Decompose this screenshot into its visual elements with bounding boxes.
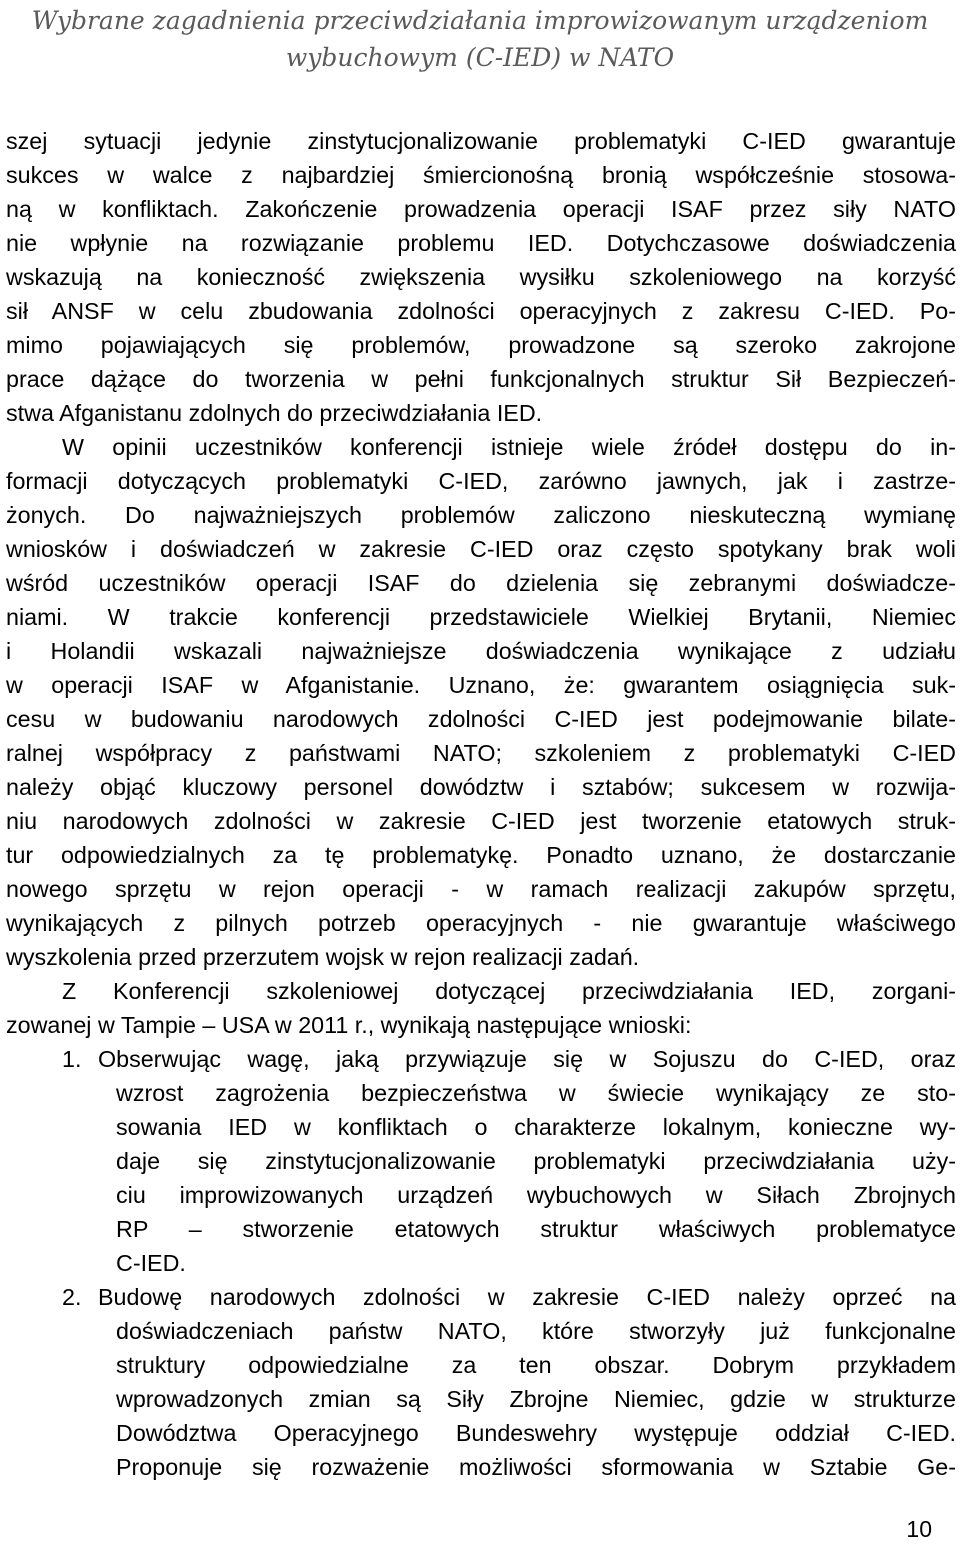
text-line: wniosków i doświadczeń w zakresie C-IED oraz często spotykany brak woli — [6, 536, 956, 562]
list-item-2 — [6, 1280, 956, 1484]
text-line: W opinii uczestników konferencji istnieje wiele źródeł dostępu do in- — [62, 434, 956, 460]
header-line-1: Wybrane zagadnienia przeciwdziałania improwizowanym urządzeniom — [31, 6, 929, 35]
text-line: Budowę narodowych zdolności w zakresie C-IED należy oprzeć na — [98, 1284, 956, 1310]
header-line-2: wybuchowym (C-IED) w NATO — [285, 43, 675, 72]
list-number: 1. — [62, 1046, 82, 1072]
text-line: Obserwując wagę, jaką przywiązuje się w Sojuszu do C-IED, oraz — [98, 1046, 956, 1072]
text-line: stwa Afganistanu zdolnych do przeciwdziałania IED. — [6, 400, 543, 426]
text-line: w operacji ISAF w Afganistanie. Uznano, że: gwarantem osiągnięcia suk- — [6, 672, 956, 698]
list-number: 2. — [62, 1284, 82, 1310]
text-line: należy objąć kluczowy personel dowództw i sztabów; sukcesem w rozwija- — [6, 774, 956, 800]
page-number: 10 — [906, 1516, 932, 1542]
text-line: Z Konferencji szkoleniowej dotyczącej przeciwdziałania IED, zorgani- — [62, 978, 956, 1004]
text-line: nie wpłynie na rozwiązanie problemu IED. Dotychczasowe doświadczenia — [6, 230, 956, 256]
text-line: wprowadzonych zmian są Siły Zbrojne Niemiec, gdzie w strukturze — [116, 1386, 956, 1412]
text-line: nowego sprzętu w rejon operacji - w ramach realizacji zakupów sprzętu, — [6, 876, 956, 902]
text-line: wśród uczestników operacji ISAF do dzielenia się zebranymi doświadcze- — [6, 570, 956, 596]
text-line: prace dążące do tworzenia w pełni funkcjonalnych struktur Sił Bezpieczeń- — [6, 366, 956, 392]
body-text — [6, 124, 956, 1484]
text-line: RP – stworzenie etatowych struktur właściwych problematyce — [116, 1216, 956, 1242]
text-line: wyszkolenia przed przerzutem wojsk w rejon realizacji zadań. — [6, 944, 640, 970]
text-line: zowanej w Tampie – USA w 2011 r., wynikają następujące wnioski: — [6, 1012, 692, 1038]
text-line: ną w konfliktach. Zakończenie prowadzenia operacji ISAF przez siły NATO — [6, 196, 956, 222]
running-header — [0, 2, 960, 76]
text-line: Dowództwa Operacyjnego Bundeswehry występuje oddział C-IED. — [116, 1420, 956, 1446]
text-line: daje się zinstytucjonalizowanie problematyki przeciwdziałania uży- — [116, 1148, 956, 1174]
paragraph-2 — [6, 430, 956, 974]
text-line: żonych. Do najważniejszych problemów zaliczono nieskuteczną wymianę — [6, 502, 956, 528]
text-line: ciu improwizowanych urządzeń wybuchowych w Siłach Zbrojnych — [116, 1182, 956, 1208]
text-line: Proponuje się rozważenie możliwości sformowania w Sztabie Ge- — [116, 1454, 956, 1480]
text-line: formacji dotyczących problematyki C-IED, zarówno jawnych, jak i zastrze- — [6, 468, 956, 494]
text-line: mimo pojawiających się problemów, prowadzone są szeroko zakrojone — [6, 332, 956, 358]
text-line: C-IED. — [116, 1250, 186, 1276]
text-line: doświadczeniach państw NATO, które stworzyły już funkcjonalne — [116, 1318, 956, 1344]
paragraph-1 — [6, 124, 956, 430]
text-line: i Holandii wskazali najważniejsze doświadczenia wynikające z udziału — [6, 638, 956, 664]
text-line: struktury odpowiedzialne za ten obszar. Dobrym przykładem — [116, 1352, 956, 1378]
text-line: wskazują na konieczność zwiększenia wysiłku szkoleniowego na korzyść — [6, 264, 956, 290]
text-line: niu narodowych zdolności w zakresie C-IED jest tworzenie etatowych struk- — [6, 808, 956, 834]
list-item-1 — [6, 1042, 956, 1280]
text-line: tur odpowiedzialnych za tę problematykę. Ponadto uznano, że dostarczanie — [6, 842, 956, 868]
text-line: wynikających z pilnych potrzeb operacyjnych - nie gwarantuje właściwego — [6, 910, 956, 936]
text-line: sukces w walce z najbardziej śmiercionośną bronią współcześnie stosowa- — [6, 162, 956, 188]
text-line: wzrost zagrożenia bezpieczeństwa w świecie wynikający ze sto- — [116, 1080, 956, 1106]
text-line: szej sytuacji jedynie zinstytucjonalizowanie problematyki C-IED gwarantuje — [6, 128, 956, 154]
paragraph-3 — [6, 974, 956, 1042]
text-line: sił ANSF w celu zbudowania zdolności operacyjnych z zakresu C-IED. Po- — [6, 298, 956, 324]
text-line: niami. W trakcie konferencji przedstawiciele Wielkiej Brytanii, Niemiec — [6, 604, 956, 630]
text-line: cesu w budowaniu narodowych zdolności C-IED jest podejmowanie bilate- — [6, 706, 956, 732]
text-line: sowania IED w konfliktach o charakterze lokalnym, konieczne wy- — [116, 1114, 956, 1140]
text-line: ralnej współpracy z państwami NATO; szkoleniem z problematyki C-IED — [6, 740, 956, 766]
